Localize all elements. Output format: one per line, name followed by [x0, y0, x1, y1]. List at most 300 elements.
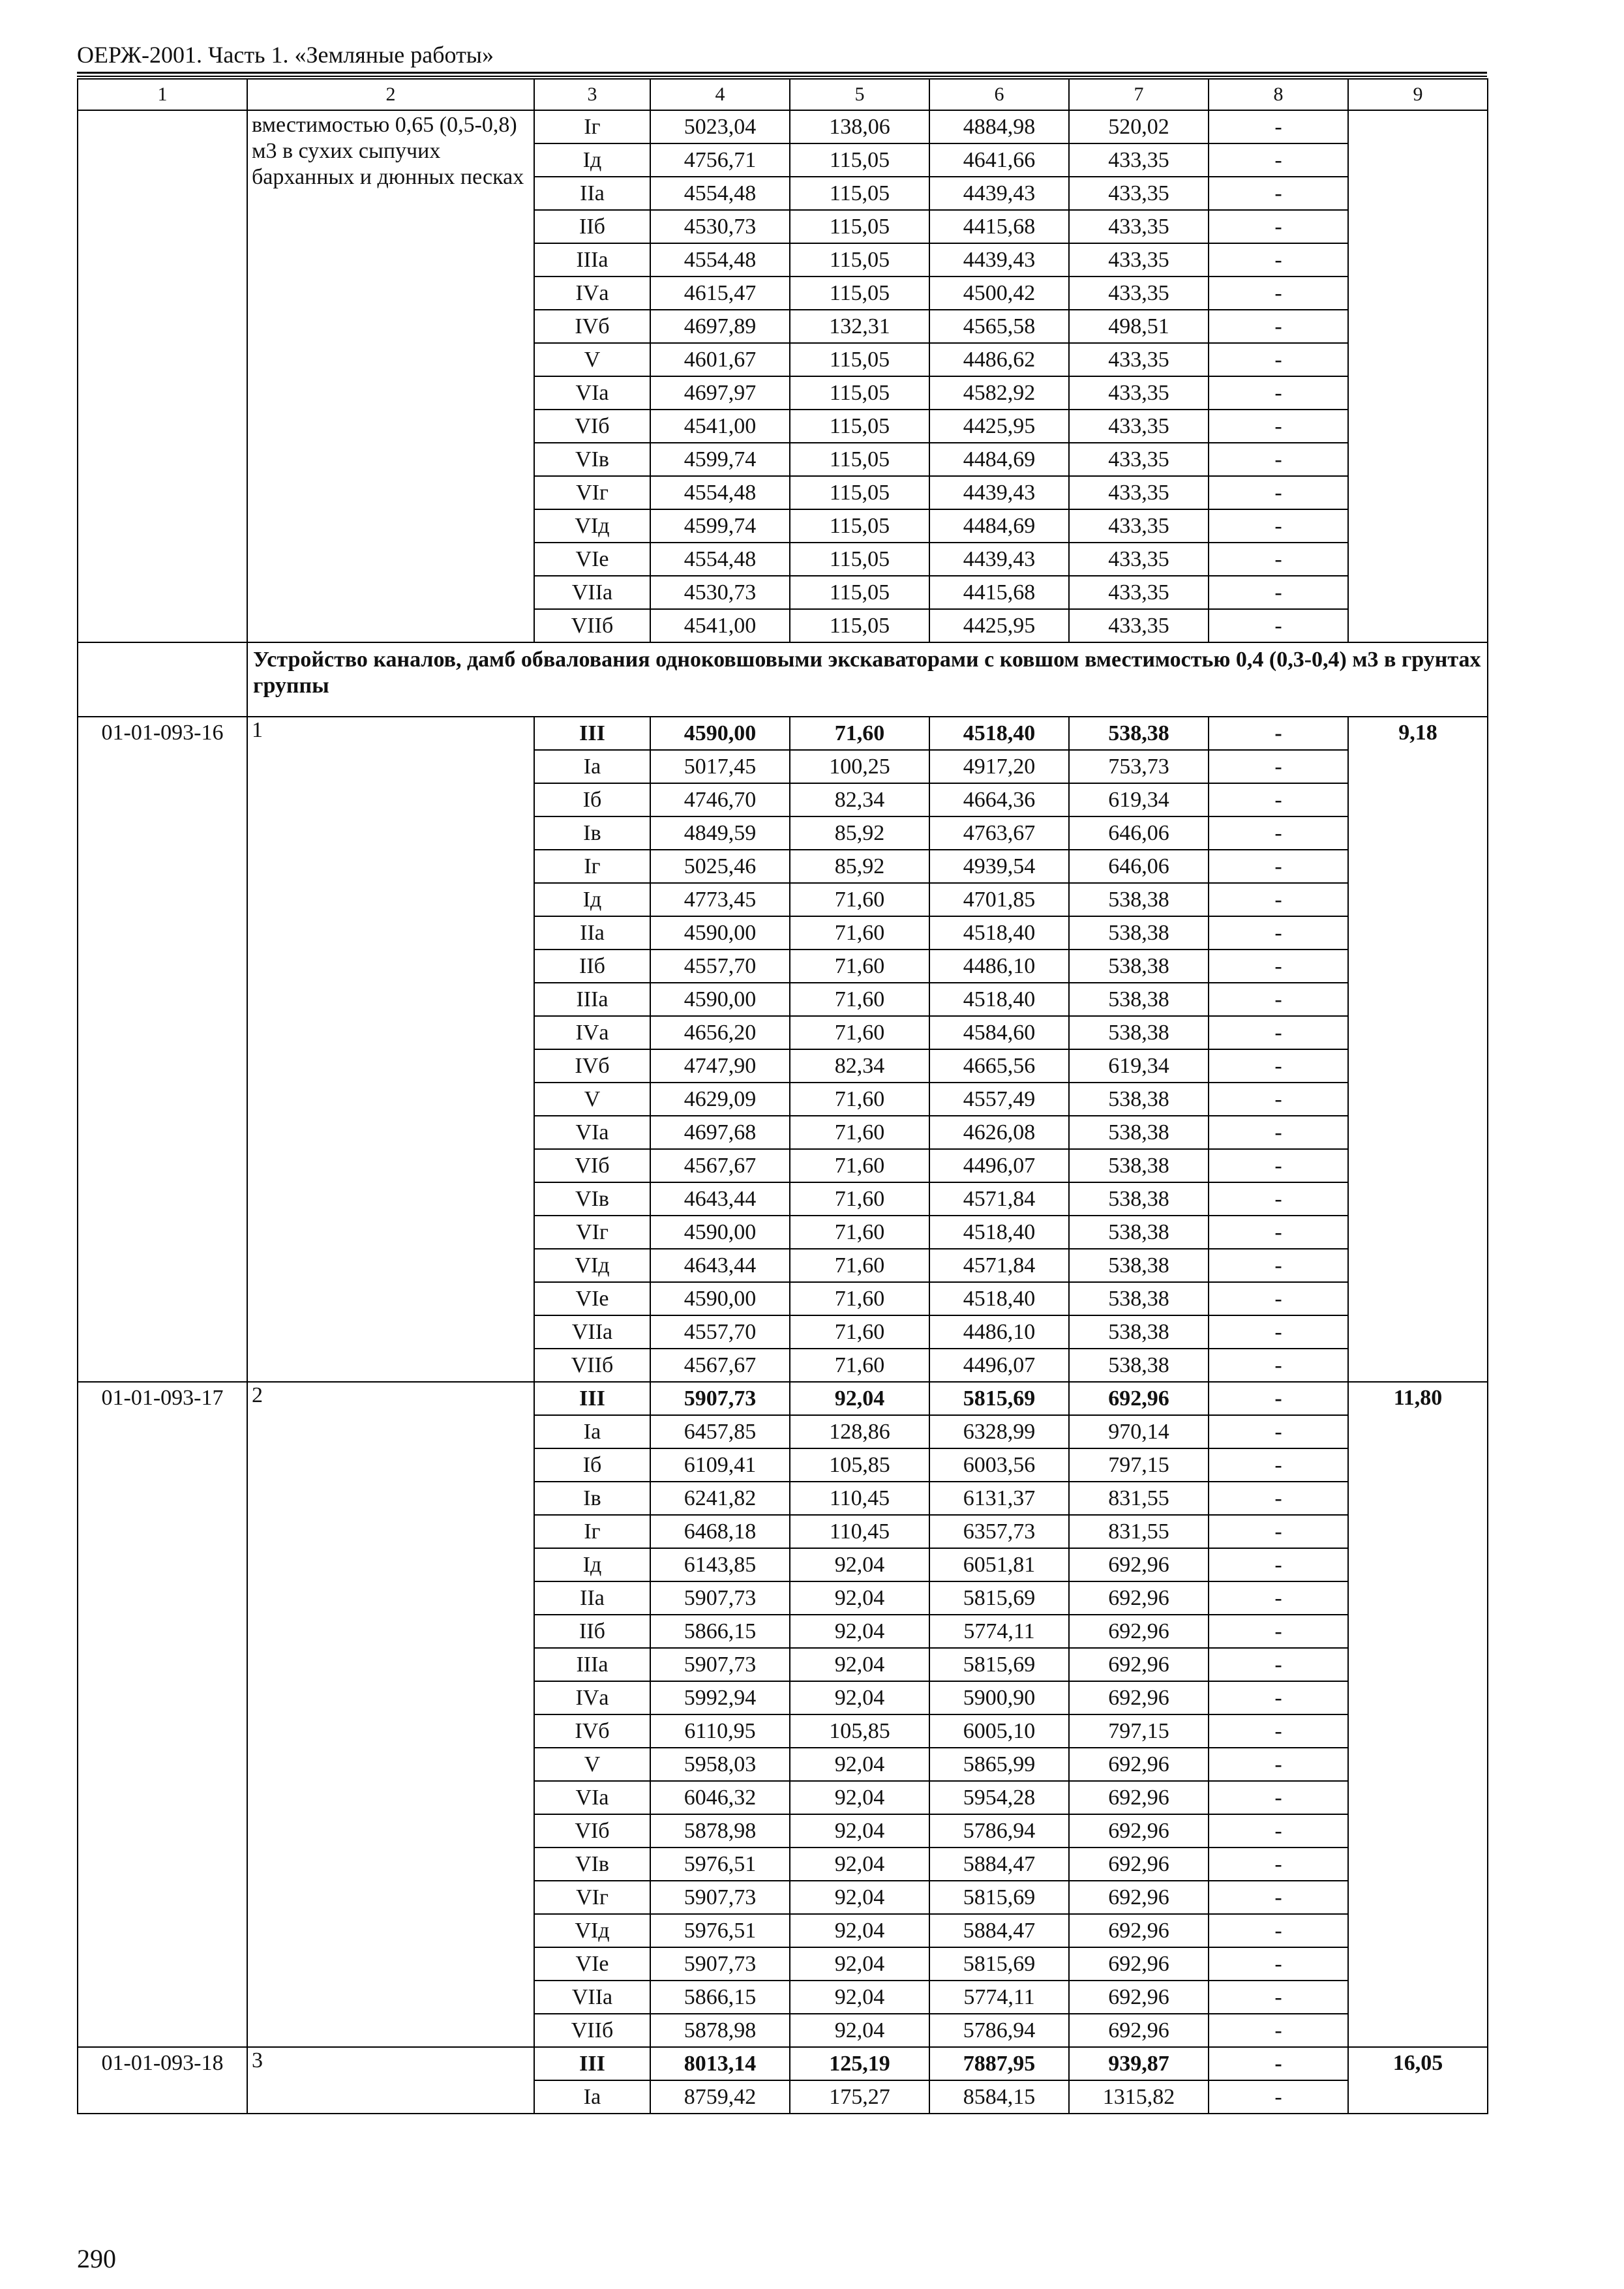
labor-cost-cell: 71,60	[790, 1016, 929, 1049]
labor-cost-cell: 92,04	[790, 1681, 929, 1714]
labor-cost-cell: 71,60	[790, 1149, 929, 1182]
machinist-pay-cell: 692,96	[1069, 1748, 1209, 1781]
labor-rate-cell: 9,18	[1348, 717, 1488, 1382]
labor-cost-cell: 92,04	[790, 1947, 929, 1981]
labor-cost-cell: 71,60	[790, 1182, 929, 1216]
column-number: 4	[650, 79, 790, 110]
labor-cost-cell: 92,04	[790, 1382, 929, 1415]
machine-cost-cell: 5884,47	[929, 1848, 1069, 1881]
machine-cost-cell: 5774,11	[929, 1615, 1069, 1648]
group-cell: 3	[247, 2047, 534, 2114]
code-cell: 01-01-093-16	[78, 717, 247, 1382]
direct-costs-cell: 4601,67	[650, 343, 790, 376]
machinist-pay-cell: 692,96	[1069, 1981, 1209, 2014]
machinist-pay-cell: 619,34	[1069, 783, 1209, 816]
direct-costs-cell: 4530,73	[650, 210, 790, 243]
rate-class-cell: VIд	[534, 509, 650, 543]
direct-costs-cell: 5958,03	[650, 1748, 790, 1781]
direct-costs-cell: 4773,45	[650, 883, 790, 916]
machine-cost-cell: 4571,84	[929, 1182, 1069, 1216]
machine-cost-cell: 4439,43	[929, 243, 1069, 277]
materials-cell: -	[1209, 1182, 1348, 1216]
labor-cost-cell: 92,04	[790, 1914, 929, 1947]
materials-cell: -	[1209, 816, 1348, 850]
labor-cost-cell: 110,45	[790, 1515, 929, 1548]
machinist-pay-cell: 538,38	[1069, 1149, 1209, 1182]
materials-cell: -	[1209, 1282, 1348, 1315]
machinist-pay-cell: 433,35	[1069, 576, 1209, 609]
rate-class-cell: VIе	[534, 543, 650, 576]
machinist-pay-cell: 538,38	[1069, 1315, 1209, 1349]
rate-class-cell: Iд	[534, 883, 650, 916]
rate-class-cell: VIIа	[534, 1315, 650, 1349]
table-row	[78, 717, 1488, 750]
rate-class-cell: Iв	[534, 816, 650, 850]
direct-costs-cell: 4557,70	[650, 1315, 790, 1349]
direct-costs-cell: 4643,44	[650, 1182, 790, 1216]
materials-cell: -	[1209, 1482, 1348, 1515]
machine-cost-cell: 4641,66	[929, 143, 1069, 177]
machinist-pay-cell: 538,38	[1069, 883, 1209, 916]
machine-cost-cell: 5774,11	[929, 1981, 1069, 2014]
machine-cost-cell: 6051,81	[929, 1548, 1069, 1581]
table-row	[78, 2047, 1488, 2080]
materials-cell: -	[1209, 1116, 1348, 1149]
rate-class-cell: VIIа	[534, 576, 650, 609]
rate-class-cell: Iд	[534, 143, 650, 177]
materials-cell: -	[1209, 883, 1348, 916]
materials-cell: -	[1209, 1848, 1348, 1881]
materials-cell: -	[1209, 950, 1348, 983]
labor-cost-cell: 115,05	[790, 410, 929, 443]
machinist-pay-cell: 433,35	[1069, 210, 1209, 243]
rate-class-cell: V	[534, 1748, 650, 1781]
column-number: 2	[247, 79, 534, 110]
rate-class-cell: VIб	[534, 1149, 650, 1182]
machinist-pay-cell: 538,38	[1069, 916, 1209, 950]
direct-costs-cell: 5907,73	[650, 1881, 790, 1914]
materials-cell: -	[1209, 277, 1348, 310]
direct-costs-cell: 6143,85	[650, 1548, 790, 1581]
direct-costs-cell: 4746,70	[650, 783, 790, 816]
labor-cost-cell: 138,06	[790, 110, 929, 143]
machine-cost-cell: 8584,15	[929, 2080, 1069, 2114]
rate-class-cell: VIIб	[534, 609, 650, 642]
labor-cost-cell: 92,04	[790, 2014, 929, 2047]
labor-cost-cell: 92,04	[790, 1848, 929, 1881]
machinist-pay-cell: 692,96	[1069, 1581, 1209, 1615]
machinist-pay-cell: 692,96	[1069, 1848, 1209, 1881]
machinist-pay-cell: 692,96	[1069, 1781, 1209, 1814]
labor-cost-cell: 71,60	[790, 1249, 929, 1282]
materials-cell: -	[1209, 1914, 1348, 1947]
direct-costs-cell: 4590,00	[650, 983, 790, 1016]
rate-class-cell: VIд	[534, 1914, 650, 1947]
machine-cost-cell: 4518,40	[929, 717, 1069, 750]
rate-class-cell: IIа	[534, 1581, 650, 1615]
labor-cost-cell: 115,05	[790, 543, 929, 576]
rate-class-cell: Iг	[534, 1515, 650, 1548]
materials-cell: -	[1209, 1149, 1348, 1182]
labor-cost-cell: 105,85	[790, 1448, 929, 1482]
direct-costs-cell: 6241,82	[650, 1482, 790, 1515]
machinist-pay-cell: 433,35	[1069, 277, 1209, 310]
rate-class-cell: IIб	[534, 1615, 650, 1648]
labor-cost-cell: 92,04	[790, 1648, 929, 1681]
machinist-pay-cell: 433,35	[1069, 543, 1209, 576]
rate-class-cell: VIе	[534, 1947, 650, 1981]
machinist-pay-cell: 433,35	[1069, 177, 1209, 210]
labor-cost-cell: 115,05	[790, 509, 929, 543]
rate-class-cell: IIа	[534, 177, 650, 210]
materials-cell: -	[1209, 476, 1348, 509]
materials-cell: -	[1209, 143, 1348, 177]
direct-costs-cell: 4541,00	[650, 410, 790, 443]
direct-costs-cell: 4697,97	[650, 376, 790, 410]
machine-cost-cell: 4415,68	[929, 210, 1069, 243]
machinist-pay-cell: 433,35	[1069, 476, 1209, 509]
code-cell	[78, 110, 247, 642]
direct-costs-cell: 4629,09	[650, 1083, 790, 1116]
machinist-pay-cell: 646,06	[1069, 850, 1209, 883]
machine-cost-cell: 6357,73	[929, 1515, 1069, 1548]
rate-class-cell: Iг	[534, 850, 650, 883]
rate-class-cell: VIд	[534, 1249, 650, 1282]
machine-cost-cell: 4486,10	[929, 1315, 1069, 1349]
rate-class-cell: IVа	[534, 1016, 650, 1049]
direct-costs-cell: 5025,46	[650, 850, 790, 883]
rate-class-cell: VIв	[534, 1182, 650, 1216]
column-number: 1	[78, 79, 247, 110]
materials-cell: -	[1209, 1581, 1348, 1615]
rate-class-cell: Iа	[534, 2080, 650, 2114]
labor-cost-cell: 71,60	[790, 1282, 929, 1315]
labor-cost-cell: 115,05	[790, 476, 929, 509]
rate-class-cell: VIIа	[534, 1981, 650, 2014]
machine-cost-cell: 4484,69	[929, 509, 1069, 543]
table-body	[78, 79, 1488, 2114]
machine-cost-cell: 4439,43	[929, 543, 1069, 576]
machine-cost-cell: 4701,85	[929, 883, 1069, 916]
column-number: 7	[1069, 79, 1209, 110]
machine-cost-cell: 4584,60	[929, 1016, 1069, 1049]
labor-cost-cell: 92,04	[790, 1748, 929, 1781]
column-number: 9	[1348, 79, 1488, 110]
machine-cost-cell: 4484,69	[929, 443, 1069, 476]
direct-costs-cell: 5023,04	[650, 110, 790, 143]
labor-cost-cell: 115,05	[790, 277, 929, 310]
rate-class-cell: Iа	[534, 750, 650, 783]
machine-cost-cell: 4486,62	[929, 343, 1069, 376]
materials-cell: -	[1209, 1249, 1348, 1282]
machinist-pay-cell: 797,15	[1069, 1448, 1209, 1482]
page-header: ОЕРЖ-2001. Часть 1. «Земляные работы»	[77, 42, 494, 68]
machinist-pay-cell: 1315,82	[1069, 2080, 1209, 2114]
column-number: 5	[790, 79, 929, 110]
machine-cost-cell: 4565,58	[929, 310, 1069, 343]
labor-cost-cell: 92,04	[790, 1548, 929, 1581]
labor-cost-cell: 71,60	[790, 1315, 929, 1349]
rate-class-cell: Iд	[534, 1548, 650, 1581]
machine-cost-cell: 5900,90	[929, 1681, 1069, 1714]
code-cell: 01-01-093-18	[78, 2047, 247, 2114]
labor-cost-cell: 115,05	[790, 576, 929, 609]
direct-costs-cell: 5017,45	[650, 750, 790, 783]
materials-cell: -	[1209, 1448, 1348, 1482]
direct-costs-cell: 5907,73	[650, 1581, 790, 1615]
materials-cell: -	[1209, 1083, 1348, 1116]
materials-cell: -	[1209, 916, 1348, 950]
machine-cost-cell: 4884,98	[929, 110, 1069, 143]
direct-costs-cell: 6468,18	[650, 1515, 790, 1548]
direct-costs-cell: 6110,95	[650, 1714, 790, 1748]
machine-cost-cell: 4518,40	[929, 983, 1069, 1016]
direct-costs-cell: 4554,48	[650, 243, 790, 277]
machinist-pay-cell: 433,35	[1069, 443, 1209, 476]
group-cell: 2	[247, 1382, 534, 2047]
column-number: 3	[534, 79, 650, 110]
rate-class-cell: IVб	[534, 1714, 650, 1748]
machinist-pay-cell: 753,73	[1069, 750, 1209, 783]
machine-cost-cell: 4425,95	[929, 609, 1069, 642]
direct-costs-cell: 8013,14	[650, 2047, 790, 2080]
materials-cell: -	[1209, 1415, 1348, 1448]
machinist-pay-cell: 433,35	[1069, 410, 1209, 443]
materials-cell: -	[1209, 410, 1348, 443]
labor-cost-cell: 71,60	[790, 950, 929, 983]
rate-class-cell: IIб	[534, 950, 650, 983]
machine-cost-cell: 6005,10	[929, 1714, 1069, 1748]
machine-cost-cell: 6003,56	[929, 1448, 1069, 1482]
materials-cell: -	[1209, 1714, 1348, 1748]
column-number: 8	[1209, 79, 1348, 110]
machine-cost-cell: 4571,84	[929, 1249, 1069, 1282]
column-number: 6	[929, 79, 1069, 110]
materials-cell: -	[1209, 1947, 1348, 1981]
machine-cost-cell: 4664,36	[929, 783, 1069, 816]
labor-cost-cell: 92,04	[790, 1615, 929, 1648]
machine-cost-cell: 4917,20	[929, 750, 1069, 783]
materials-cell: -	[1209, 1049, 1348, 1083]
machine-cost-cell: 5815,69	[929, 1581, 1069, 1615]
materials-cell: -	[1209, 850, 1348, 883]
rate-class-cell: IIIа	[534, 243, 650, 277]
machine-cost-cell: 4518,40	[929, 916, 1069, 950]
labor-rate-cell: 16,05	[1348, 2047, 1488, 2114]
table-row	[78, 110, 1488, 143]
direct-costs-cell: 4590,00	[650, 916, 790, 950]
rate-class-cell: VIг	[534, 1216, 650, 1249]
direct-costs-cell: 4554,48	[650, 543, 790, 576]
price-table	[77, 78, 1488, 2114]
direct-costs-cell: 4615,47	[650, 277, 790, 310]
section-empty-cell	[78, 642, 247, 717]
group-cell: 1	[247, 717, 534, 1382]
materials-cell: -	[1209, 2014, 1348, 2047]
materials-cell: -	[1209, 1548, 1348, 1581]
materials-cell: -	[1209, 2047, 1348, 2080]
direct-costs-cell: 4849,59	[650, 816, 790, 850]
materials-cell: -	[1209, 1615, 1348, 1648]
direct-costs-cell: 4656,20	[650, 1016, 790, 1049]
machinist-pay-cell: 692,96	[1069, 1681, 1209, 1714]
rate-class-cell: Iв	[534, 1482, 650, 1515]
machine-cost-cell: 4496,07	[929, 1149, 1069, 1182]
materials-cell: -	[1209, 1515, 1348, 1548]
materials-cell: -	[1209, 576, 1348, 609]
description-cell: вместимостью 0,65 (0,5-0,8) м3 в сухих сыпучих барханных и дюнных песках	[247, 110, 534, 642]
machinist-pay-cell: 538,38	[1069, 1349, 1209, 1382]
materials-cell: -	[1209, 343, 1348, 376]
direct-costs-cell: 4756,71	[650, 143, 790, 177]
machinist-pay-cell: 433,35	[1069, 343, 1209, 376]
machinist-pay-cell: 538,38	[1069, 1016, 1209, 1049]
rate-class-cell: VIб	[534, 410, 650, 443]
direct-costs-cell: 4590,00	[650, 1282, 790, 1315]
labor-cost-cell: 71,60	[790, 1349, 929, 1382]
direct-costs-cell: 5878,98	[650, 2014, 790, 2047]
machinist-pay-cell: 433,35	[1069, 376, 1209, 410]
machine-cost-cell: 5815,69	[929, 1382, 1069, 1415]
direct-costs-cell: 4541,00	[650, 609, 790, 642]
materials-cell: -	[1209, 110, 1348, 143]
direct-costs-cell: 4567,67	[650, 1349, 790, 1382]
direct-costs-cell: 4530,73	[650, 576, 790, 609]
machine-cost-cell: 5865,99	[929, 1748, 1069, 1781]
table-row	[78, 1382, 1488, 1415]
machine-cost-cell: 5954,28	[929, 1781, 1069, 1814]
materials-cell: -	[1209, 1216, 1348, 1249]
machinist-pay-cell: 538,38	[1069, 717, 1209, 750]
rate-class-cell: V	[534, 343, 650, 376]
machine-cost-cell: 4415,68	[929, 576, 1069, 609]
direct-costs-cell: 5992,94	[650, 1681, 790, 1714]
rate-class-cell: VIа	[534, 376, 650, 410]
labor-cost-cell: 71,60	[790, 983, 929, 1016]
materials-cell: -	[1209, 1881, 1348, 1914]
materials-cell: -	[1209, 2080, 1348, 2114]
direct-costs-cell: 4554,48	[650, 177, 790, 210]
machinist-pay-cell: 538,38	[1069, 1182, 1209, 1216]
labor-cost-cell: 92,04	[790, 1781, 929, 1814]
rate-class-cell: Iа	[534, 1415, 650, 1448]
materials-cell: -	[1209, 1315, 1348, 1349]
section-heading-row	[78, 642, 1488, 717]
rate-class-cell: IIб	[534, 210, 650, 243]
direct-costs-cell: 8759,42	[650, 2080, 790, 2114]
machine-cost-cell: 6328,99	[929, 1415, 1069, 1448]
direct-costs-cell: 5878,98	[650, 1814, 790, 1848]
machinist-pay-cell: 939,87	[1069, 2047, 1209, 2080]
direct-costs-cell: 6046,32	[650, 1781, 790, 1814]
direct-costs-cell: 4590,00	[650, 1216, 790, 1249]
rate-class-cell: IIIа	[534, 983, 650, 1016]
machinist-pay-cell: 831,55	[1069, 1515, 1209, 1548]
machine-cost-cell: 4439,43	[929, 476, 1069, 509]
rate-class-cell: VIг	[534, 1881, 650, 1914]
materials-cell: -	[1209, 983, 1348, 1016]
materials-cell: -	[1209, 1382, 1348, 1415]
direct-costs-cell: 5907,73	[650, 1382, 790, 1415]
machine-cost-cell: 4557,49	[929, 1083, 1069, 1116]
rate-class-cell: IVб	[534, 310, 650, 343]
materials-cell: -	[1209, 177, 1348, 210]
direct-costs-cell: 4747,90	[650, 1049, 790, 1083]
machine-cost-cell: 4425,95	[929, 410, 1069, 443]
labor-cost-cell: 92,04	[790, 1814, 929, 1848]
machinist-pay-cell: 538,38	[1069, 1116, 1209, 1149]
machinist-pay-cell: 433,35	[1069, 143, 1209, 177]
machine-cost-cell: 5786,94	[929, 2014, 1069, 2047]
section-title: Устройство каналов, дамб обвалования одноковшовыми экскаваторами с ковшом вместимостью 0,4 (0,3-0,4) м3 в грунтах группы	[247, 642, 1488, 717]
direct-costs-cell: 5866,15	[650, 1615, 790, 1648]
rate-class-cell: III	[534, 2047, 650, 2080]
machine-cost-cell: 4763,67	[929, 816, 1069, 850]
direct-costs-cell: 5907,73	[650, 1648, 790, 1681]
machinist-pay-cell: 538,38	[1069, 1083, 1209, 1116]
machinist-pay-cell: 692,96	[1069, 1881, 1209, 1914]
labor-cost-cell: 85,92	[790, 816, 929, 850]
code-cell: 01-01-093-17	[78, 1382, 247, 2047]
machinist-pay-cell: 970,14	[1069, 1415, 1209, 1448]
labor-cost-cell: 71,60	[790, 916, 929, 950]
rate-class-cell: IVа	[534, 277, 650, 310]
labor-cost-cell: 82,34	[790, 783, 929, 816]
rate-class-cell: IVа	[534, 1681, 650, 1714]
rate-class-cell: III	[534, 717, 650, 750]
labor-cost-cell: 132,31	[790, 310, 929, 343]
machinist-pay-cell: 520,02	[1069, 110, 1209, 143]
labor-rate-cell: 11,80	[1348, 1382, 1488, 2047]
rate-class-cell: VIе	[534, 1282, 650, 1315]
labor-cost-cell: 115,05	[790, 376, 929, 410]
machinist-pay-cell: 831,55	[1069, 1482, 1209, 1515]
machinist-pay-cell: 538,38	[1069, 1282, 1209, 1315]
labor-cost-cell: 92,04	[790, 1581, 929, 1615]
rate-class-cell: VIIб	[534, 1349, 650, 1382]
materials-cell: -	[1209, 783, 1348, 816]
rate-class-cell: VIа	[534, 1781, 650, 1814]
labor-cost-cell: 115,05	[790, 177, 929, 210]
machine-cost-cell: 4439,43	[929, 177, 1069, 210]
rate-class-cell: Iб	[534, 783, 650, 816]
machine-cost-cell: 4486,10	[929, 950, 1069, 983]
machine-cost-cell: 4626,08	[929, 1116, 1069, 1149]
machinist-pay-cell: 692,96	[1069, 2014, 1209, 2047]
machine-cost-cell: 4665,56	[929, 1049, 1069, 1083]
header-rule-thin	[77, 76, 1487, 77]
direct-costs-cell: 6457,85	[650, 1415, 790, 1448]
machinist-pay-cell: 692,96	[1069, 1648, 1209, 1681]
rate-class-cell: IVб	[534, 1049, 650, 1083]
materials-cell: -	[1209, 1748, 1348, 1781]
labor-cost-cell: 105,85	[790, 1714, 929, 1748]
machinist-pay-cell: 538,38	[1069, 1216, 1209, 1249]
machine-cost-cell: 4939,54	[929, 850, 1069, 883]
materials-cell: -	[1209, 1681, 1348, 1714]
labor-cost-cell: 115,05	[790, 210, 929, 243]
labor-cost-cell: 71,60	[790, 1216, 929, 1249]
materials-cell: -	[1209, 509, 1348, 543]
machine-cost-cell: 4496,07	[929, 1349, 1069, 1382]
labor-cost-cell: 115,05	[790, 443, 929, 476]
direct-costs-cell: 4643,44	[650, 1249, 790, 1282]
rate-class-cell: VIа	[534, 1116, 650, 1149]
materials-cell: -	[1209, 1814, 1348, 1848]
machinist-pay-cell: 433,35	[1069, 609, 1209, 642]
materials-cell: -	[1209, 376, 1348, 410]
materials-cell: -	[1209, 1016, 1348, 1049]
